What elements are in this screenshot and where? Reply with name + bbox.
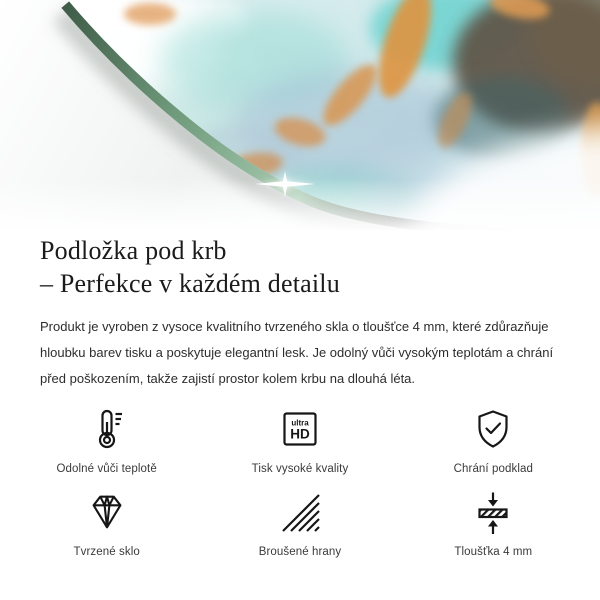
- feature-ground-edges: [203, 490, 396, 559]
- feature-label: Tloušťka 4 mm: [454, 546, 533, 558]
- feature-label: Tisk vysoké kvality: [251, 463, 349, 475]
- ultra-hd-badge-bottom: HD: [290, 426, 310, 442]
- feature-heat-resistant: [10, 407, 203, 476]
- beveled-edges-icon: [278, 490, 322, 534]
- ultra-hd-icon: [278, 407, 322, 451]
- feature-label: Tvrzené sklo: [73, 546, 140, 558]
- feature-grid: [10, 407, 590, 559]
- feature-protects-floor: [397, 407, 590, 476]
- feature-tempered-glass: [10, 490, 203, 559]
- product-description-text: Produkt je vyroben z vysoce kvalitního tvrzeného skla o tloušťce 4 mm, které zdůrazňuje hloubku barev tisku a poskytuje elegantní lesk. Je odolný vůči vysokým teplotám a chrání před poškozením, takže zajistí prostor kolem krbu na dlouhá léta.: [40, 319, 554, 386]
- product-photo: [0, 0, 600, 230]
- product-description-section: [0, 234, 600, 392]
- thermometer-icon: [85, 407, 129, 451]
- diamond-icon: [85, 490, 129, 534]
- page-title-line2: – Perfekce v každém detailu: [40, 269, 340, 298]
- ultra-hd-badge-top: ultra: [291, 418, 309, 428]
- feature-label: Chrání podklad: [453, 463, 534, 475]
- feature-thickness: [397, 490, 590, 559]
- feature-label: Odolné vůči teplotě: [56, 463, 157, 475]
- glass-disc-artwork: [0, 0, 600, 230]
- shield-check-icon: [471, 407, 515, 451]
- feature-label: Broušené hrany: [258, 546, 342, 558]
- page-title: [40, 234, 572, 300]
- page-title-line1: Podložka pod krb: [40, 236, 227, 265]
- feature-print-quality: [203, 407, 396, 476]
- thickness-icon: [471, 490, 515, 534]
